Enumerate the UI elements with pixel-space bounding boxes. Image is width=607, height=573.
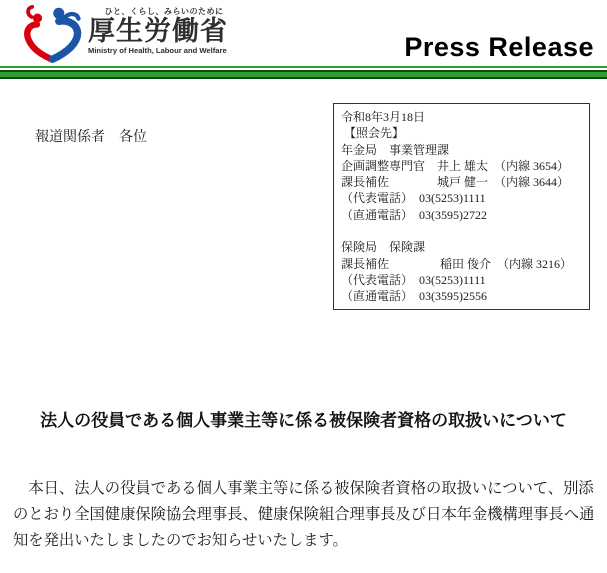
press-release-heading: Press Release xyxy=(404,32,594,62)
contact-info-box xyxy=(333,103,590,310)
mhlw-logo xyxy=(22,3,240,63)
contact-box-line: 【照会先】 xyxy=(341,126,405,141)
addressee-label: 報道関係者 各位 xyxy=(35,130,147,145)
body-text-line: 知を発出いたしましたのでお知らせいたします。 xyxy=(13,532,348,549)
green-divider xyxy=(0,66,607,79)
body-text-line: 本日、法人の役員である個人事業主等に係る被保険者資格の取扱いについて、別添 xyxy=(13,480,594,497)
contact-box-line: 課長補佐 稲田 俊介 （内線 3216） xyxy=(341,256,573,271)
contact-box-line: 令和8年3月18日 xyxy=(341,110,426,124)
contact-box-line: 企画調整専門官 井上 雄太 （内線 3654） xyxy=(341,158,570,173)
contact-box-line xyxy=(341,223,582,239)
document-title: 法人の役員である個人事業主等に係る被保険者資格の取扱いについて xyxy=(40,411,567,430)
contact-box-line: （直通電話） 03(3595)2556 xyxy=(341,289,487,304)
contact-box-line: （代表電話） 03(5253)1111 xyxy=(341,191,486,206)
body-text-line: のとおり全国健康保険協会理事長、健康保険組合理事長及び日本年金機構理事長へ通 xyxy=(13,506,595,523)
mhlw-logo-text xyxy=(88,3,240,55)
green-divider-thick-line xyxy=(0,70,607,79)
contact-box-line: （代表電話） 03(5253)1111 xyxy=(341,272,486,287)
ministry-name: 厚生労働省 xyxy=(88,16,228,46)
contact-box-line: 年金局 事業管理課 xyxy=(341,142,450,157)
contact-box-line: 保険局 保険課 xyxy=(341,240,426,255)
body-paragraph xyxy=(13,476,603,554)
contact-box-line: （直通電話） 03(3595)2722 xyxy=(341,207,487,222)
mhlw-heart-icon xyxy=(22,3,86,63)
contact-box-line: 課長補佐 城戸 健一 （内線 3644） xyxy=(341,175,570,190)
logo-tagline: ひと、くらし、みらいのために xyxy=(104,7,224,16)
ministry-name-english: Ministry of Health, Labour and Welfare xyxy=(88,46,227,55)
